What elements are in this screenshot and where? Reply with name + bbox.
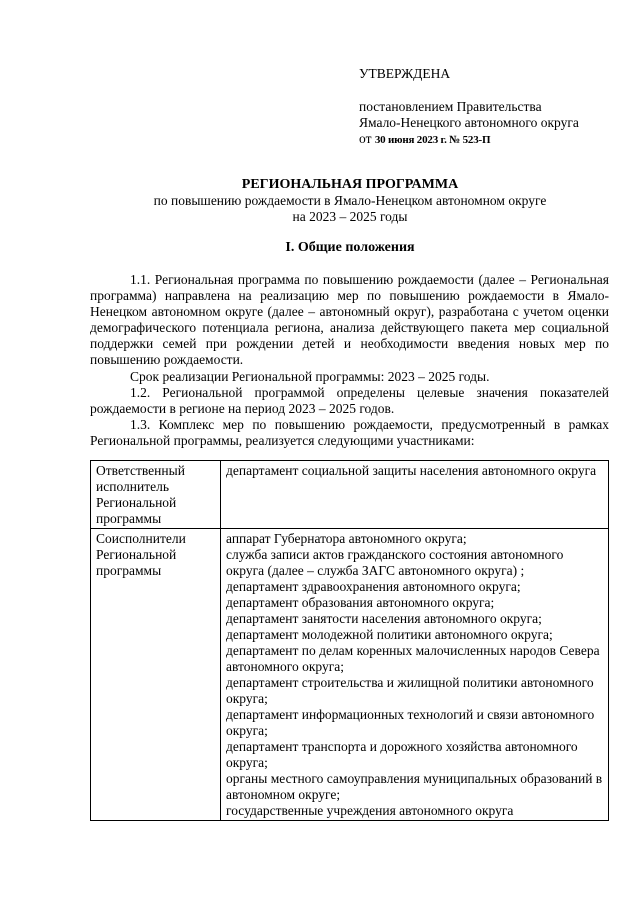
co-executors-list bbox=[221, 529, 609, 821]
list-item: департамент строительства и жилищной политики автономного округа; bbox=[226, 675, 594, 706]
co-executors-label: Соисполнители Региональной программы bbox=[91, 529, 221, 821]
approval-title: УТВЕРЖДЕНА bbox=[359, 66, 451, 81]
table-row bbox=[91, 461, 609, 529]
approval-from: от bbox=[359, 131, 372, 146]
program-subtitle: по повышению рождаемости в Ямало-Ненецком автономном округе bbox=[153, 193, 547, 208]
program-title: РЕГИОНАЛЬНАЯ ПРОГРАММА bbox=[241, 177, 459, 192]
table-row bbox=[91, 529, 609, 821]
list-item: органы местного самоуправления муниципальных образований в автономном округе; bbox=[226, 771, 603, 802]
approval-line-1: постановлением Правительства bbox=[359, 99, 542, 114]
program-period: на 2023 – 2025 годы bbox=[292, 209, 408, 224]
list-item: департамент здравоохранения автономного округа; bbox=[226, 579, 521, 594]
paragraph-1-3: 1.3. Комплекс мер по повышению рождаемости, предусмотренный в рамках Региональной программы, реализуется следующими участниками: bbox=[90, 417, 609, 448]
responsible-value: департамент социальной защиты населения автономного округа bbox=[221, 461, 609, 529]
approval-date-line bbox=[359, 131, 619, 148]
participants-table bbox=[90, 460, 609, 821]
approval-line-2: Ямало-Ненецкого автономного округа bbox=[359, 115, 579, 130]
list-item: департамент занятости населения автономного округа; bbox=[226, 611, 542, 626]
list-item: департамент образования автономного округа; bbox=[226, 595, 495, 610]
section-title: I. Общие положения bbox=[285, 240, 415, 255]
list-item: аппарат Губернатора автономного округа; bbox=[226, 531, 467, 546]
paragraph-1-2: 1.2. Региональной программой определены целевые значения показателей рождаемости в регионе на период 2023 – 2025 годов. bbox=[90, 385, 609, 416]
approval-date-number: 30 июня 2023 г. № 523-П bbox=[374, 134, 491, 146]
list-item: департамент по делам коренных малочисленных народов Севера автономного округа; bbox=[226, 643, 600, 674]
list-item: государственные учреждения автономного округа bbox=[226, 803, 514, 818]
responsible-label: Ответственный исполнитель Региональной программы bbox=[91, 461, 221, 529]
approval-block bbox=[359, 99, 619, 148]
list-item: департамент информационных технологий и связи автономного округа; bbox=[226, 707, 595, 738]
paragraph-term: Срок реализации Региональной программы: 2023 – 2025 годы. bbox=[130, 369, 490, 384]
list-item: служба записи актов гражданского состояния автономного округа (далее – служба ЗАГС автономного округа) ; bbox=[226, 547, 564, 578]
paragraph-1-1: 1.1. Региональная программа по повышению рождаемости (далее – Региональная программа) направлена на реализацию мер по повышению рождаемости в Ямало-Ненецком автономном округе (далее – автономный округ), разработана с учетом оценки демографического потенциала региона, анализа действующего пакета мер социальной поддержки семей при рождении детей и необходимости введения новых мер по повышению рождаемости. bbox=[90, 272, 609, 367]
program-title-block bbox=[60, 177, 640, 225]
list-item: департамент молодежной политики автономного округа; bbox=[226, 627, 553, 642]
list-item: департамент транспорта и дорожного хозяйства автономного округа; bbox=[226, 739, 578, 770]
